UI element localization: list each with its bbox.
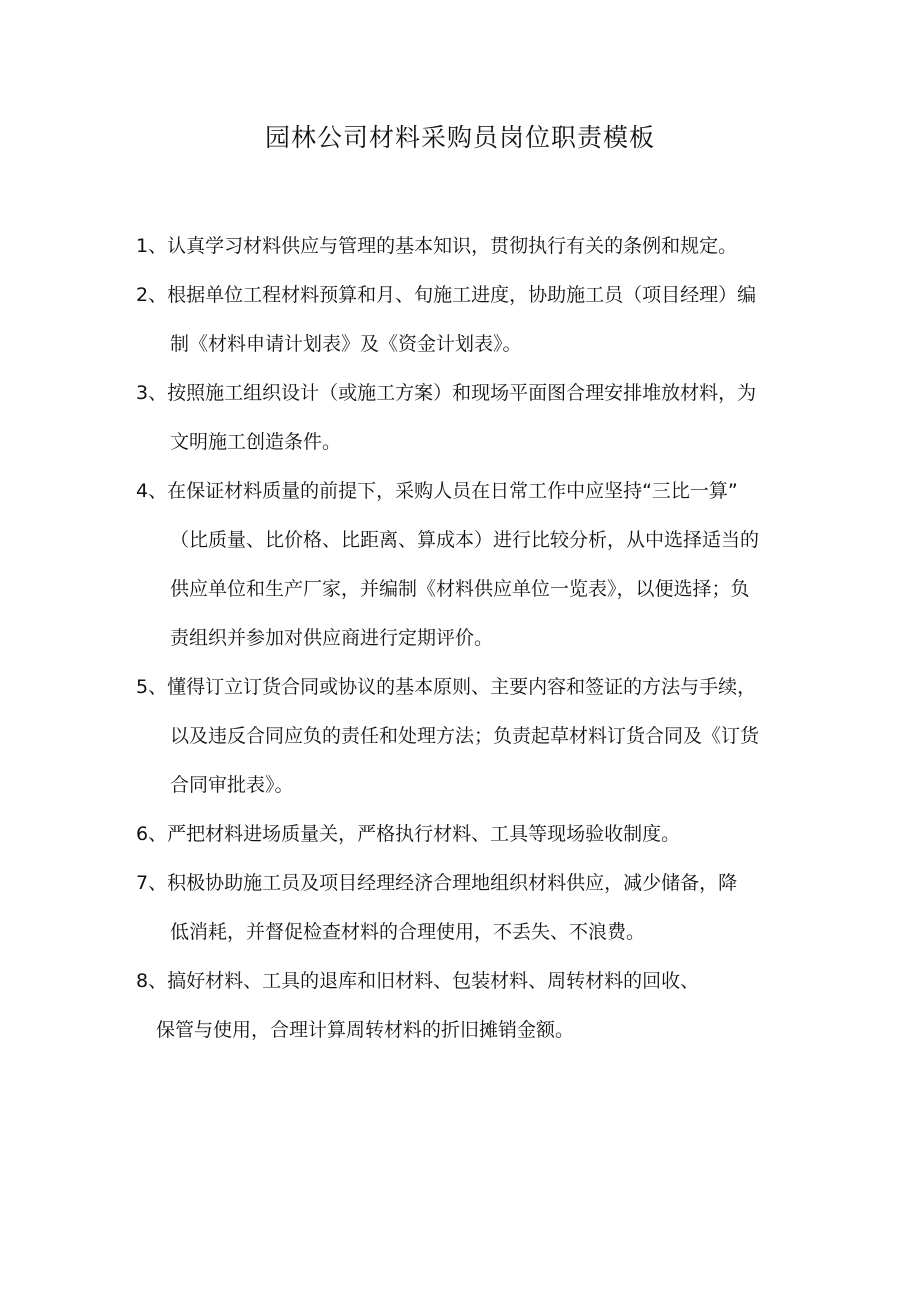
duty-line-continuation: 供应单位和生产厂家，并编制《材料供应单位一览表》，以便选择；负 [170,578,750,600]
duty-line: 5、懂得订立订货合同或协议的基本原则、主要内容和签证的方法与手续， [136,676,757,698]
duty-item-1 [136,222,796,271]
duty-line-continuation: 责组织并参加对供应商进行定期评价。 [170,627,494,649]
duty-line-continuation: 低消耗，并督促检查材料的合理使用，不丢失、不浪费。 [170,921,646,943]
duty-line: 2、根据单位工程材料预算和月、旬施工进度，协助施工员（项目经理）编 [136,284,757,306]
duty-item-3 [136,369,796,467]
duty-item-7 [136,859,796,957]
duty-item-5 [136,663,796,810]
duty-line: 7、积极协助施工员及项目经理经济合理地组织材料供应，减少储备，降 [136,872,738,894]
duty-item-8 [136,957,796,1055]
duty-line-continuation: 以及违反合同应负的责任和处理方法；负责起草材料订货合同及《订货 [170,725,760,747]
duty-list [136,222,796,1055]
duty-line: 6、严把材料进场质量关，严格执行材料、工具等现场验收制度。 [136,823,681,845]
duty-line: 1、认真学习材料供应与管理的基本知识，贯彻执行有关的条例和规定。 [136,235,738,257]
duty-line-continuation: 合同审批表》。 [170,774,294,796]
duty-line: 8、搞好材料、工具的退库和旧材料、包装材料、周转材料的回收、 [136,970,700,992]
duty-line-continuation: 文明施工创造条件。 [170,431,342,453]
duty-line-continuation: 保管与使用，合理计算周转材料的折旧摊销金额。 [156,1019,575,1041]
duty-item-6 [136,810,796,859]
duty-line: 3、按照施工组织设计（或施工方案）和现场平面图合理安排堆放材料，为 [136,382,757,404]
duty-line: 4、在保证材料质量的前提下，采购人员在日常工作中应坚持“三比一算” [136,480,738,502]
duty-item-2 [136,271,796,369]
document-title: 园林公司材料采购员岗位职责模板 [264,123,655,152]
duty-line-continuation: 制《材料申请计划表》及《资金计划表》。 [170,333,522,355]
duty-item-4 [136,467,796,663]
duty-line-continuation: （比质量、比价格、比距离、算成本）进行比较分析，从中选择适当的 [170,529,760,551]
